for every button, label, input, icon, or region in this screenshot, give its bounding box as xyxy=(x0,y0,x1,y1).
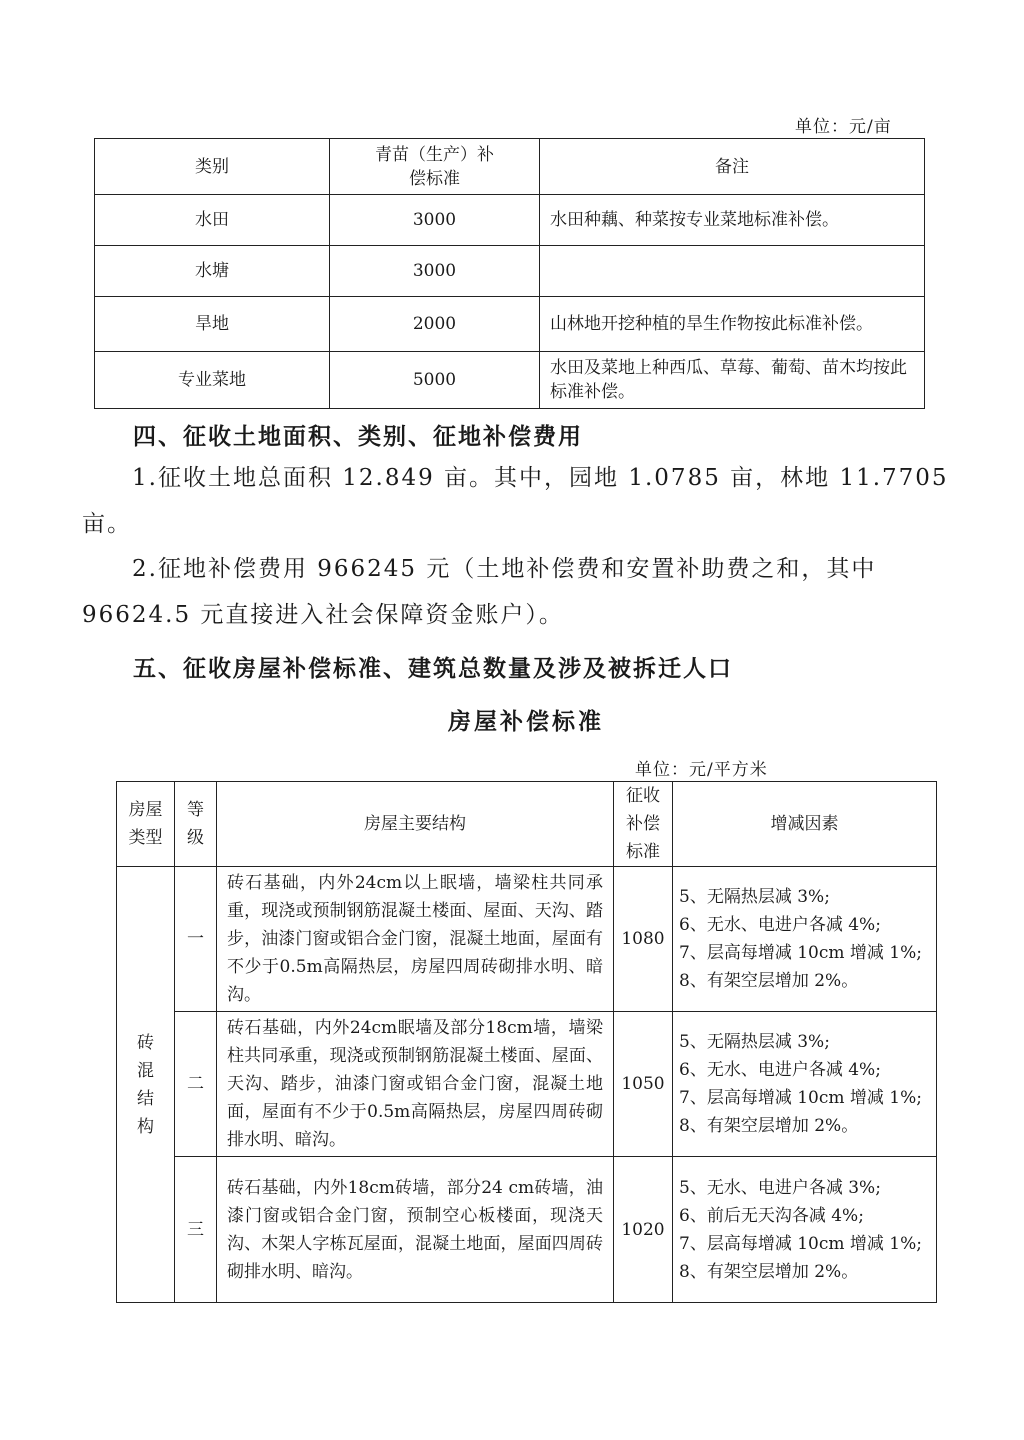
table-row xyxy=(117,867,937,1012)
unit-label-acre: 单位：元/亩 xyxy=(795,117,892,137)
cell-structure: 砖石基础，内外18cm砖墙，部分24 cm砖墙，油漆门窗或铝合金门窗，预制空心板楼面，现浇天沟、木架人字栋瓦屋面，混凝土地面，屋面四周砖砌排水明、暗沟。 xyxy=(217,1157,614,1303)
factor-item: 8、有架空层增加 2%。 xyxy=(679,971,859,991)
factor-item: 8、有架空层增加 2%。 xyxy=(679,1116,859,1136)
cell-standard: 1050 xyxy=(614,1012,673,1157)
table-row xyxy=(95,195,925,246)
table-header-row xyxy=(95,139,925,195)
section-5-heading: 五、征收房屋补偿标准、建筑总数量及涉及被拆迁人口 xyxy=(133,655,733,682)
factor-item: 8、有架空层增加 2%。 xyxy=(679,1261,859,1282)
table-row xyxy=(95,352,925,409)
table-header-row xyxy=(117,782,937,867)
cell-house-type: 砖混结构 xyxy=(117,867,175,1303)
header-factors: 增减因素 xyxy=(673,782,937,867)
cell-structure: 砖石基础，内外24cm眠墙及部分18cm墙，墙梁柱共同承重，现浇或预制钢筋混凝土楼面、屋面、天沟、踏步，油漆门窗或铝合金门窗，混凝土地面，屋面有不少于0.5m高隔热层，房屋四周砖砌排水明、暗沟。 xyxy=(217,1012,614,1157)
section-4-heading: 四、征收土地面积、类别、征地补偿费用 xyxy=(133,423,583,450)
cell-category: 专业菜地 xyxy=(95,352,330,409)
cell-category: 旱地 xyxy=(95,297,330,352)
factor-item: 7、层高每增减 10cm 增减 1%; xyxy=(679,943,922,963)
cell-standard: 1080 xyxy=(614,867,673,1012)
factor-item: 5、无隔热层减 3%; xyxy=(679,887,830,907)
house-table-title: 房屋补偿标准 xyxy=(448,708,604,735)
cell-note: 山林地开挖种植的旱生作物按此标准补偿。 xyxy=(540,297,925,352)
cell-grade: 一 xyxy=(175,867,217,1012)
house-compensation-table xyxy=(116,781,937,1303)
cell-note xyxy=(540,246,925,297)
cell-standard: 2000 xyxy=(330,297,540,352)
factor-item: 7、层高每增减 10cm 增减 1%; xyxy=(679,1233,922,1254)
header-category: 类别 xyxy=(95,139,330,195)
section-4-paragraph-1: 1.征收土地总面积 12.849 亩。其中，园地 1.0785 亩，林地 11.7705 亩。 xyxy=(82,465,949,537)
factor-item: 6、无水、电进户各减 4%; xyxy=(679,1060,881,1080)
cell-factors xyxy=(673,1157,937,1303)
cell-structure: 砖石基础，内外24cm以上眠墙，墙梁柱共同承重，现浇或预制钢筋混凝土楼面、屋面、天沟、踏步，油漆门窗或铝合金门窗，混凝土地面，屋面有不少于0.5m高隔热层，房屋四周砖砌排水明、暗沟。 xyxy=(217,867,614,1012)
cell-note: 水田种藕、种菜按专业菜地标准补偿。 xyxy=(540,195,925,246)
factor-item: 5、无隔热层减 3%; xyxy=(679,1032,830,1052)
header-house-type: 房屋类型 xyxy=(117,782,175,867)
header-standard: 征收补偿标准 xyxy=(614,782,673,867)
factor-item: 6、无水、电进户各减 4%; xyxy=(679,915,881,935)
cell-category: 水田 xyxy=(95,195,330,246)
cell-standard: 5000 xyxy=(330,352,540,409)
table-row xyxy=(117,1157,937,1303)
cell-grade: 三 xyxy=(175,1157,217,1303)
table-row xyxy=(117,1012,937,1157)
header-standard: 青苗（生产）补偿标准 xyxy=(330,139,540,195)
cell-standard: 3000 xyxy=(330,246,540,297)
factor-item: 7、层高每增减 10cm 增减 1%; xyxy=(679,1088,922,1108)
cell-grade: 二 xyxy=(175,1012,217,1157)
header-note: 备注 xyxy=(540,139,925,195)
factor-item: 5、无水、电进户各减 3%; xyxy=(679,1177,881,1198)
table-row xyxy=(95,297,925,352)
table-row xyxy=(95,246,925,297)
section-4-paragraph-2: 2.征地补偿费用 966245 元（土地补偿费和安置补助费之和，其中 96624.5 元直接进入社会保障资金账户）。 xyxy=(82,556,877,628)
cell-standard: 1020 xyxy=(614,1157,673,1303)
cell-standard: 3000 xyxy=(330,195,540,246)
cell-category: 水塘 xyxy=(95,246,330,297)
unit-label-square-meter: 单位：元/平方米 xyxy=(635,760,768,780)
header-grade: 等级 xyxy=(175,782,217,867)
cell-factors xyxy=(673,867,937,1012)
factor-item: 6、前后无天沟各减 4%; xyxy=(679,1205,864,1226)
header-structure: 房屋主要结构 xyxy=(217,782,614,867)
crop-compensation-table xyxy=(94,138,925,409)
cell-note: 水田及菜地上种西瓜、草莓、葡萄、苗木均按此标准补偿。 xyxy=(540,352,925,409)
cell-factors xyxy=(673,1012,937,1157)
